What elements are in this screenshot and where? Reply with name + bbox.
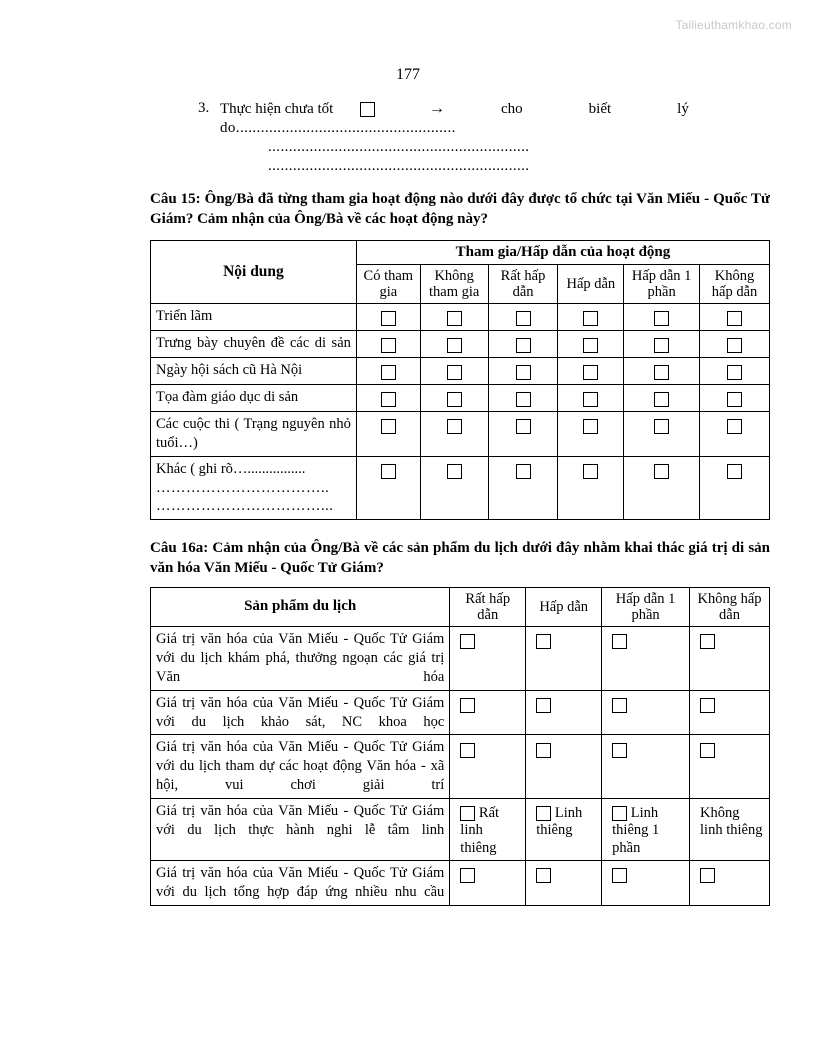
row-label-5-dots-1: ……………………………..	[156, 479, 330, 496]
header-col-2: Rất hấp dẫn	[488, 264, 558, 303]
row-label-5	[151, 456, 357, 520]
row-label-5-dots-2: ……………………………...	[156, 498, 334, 515]
word-biet: biết	[588, 100, 612, 117]
checkbox[interactable]	[460, 743, 475, 758]
table-row	[151, 735, 770, 799]
checkbox[interactable]	[516, 392, 531, 407]
table-row	[151, 690, 770, 735]
checkbox[interactable]	[381, 311, 396, 326]
cell-checkbox[interactable]	[420, 330, 488, 357]
cell-checkbox[interactable]	[558, 456, 624, 520]
checkbox[interactable]	[700, 868, 715, 883]
checkbox[interactable]	[654, 338, 669, 353]
cell-checkbox[interactable]	[488, 384, 558, 411]
checkbox[interactable]	[447, 338, 462, 353]
cell-checkbox[interactable]	[602, 627, 690, 691]
cell-checkbox[interactable]	[488, 357, 558, 384]
cell-checkbox[interactable]	[690, 735, 770, 799]
checkbox[interactable]	[381, 338, 396, 353]
cell-checkbox[interactable]	[356, 357, 420, 384]
checkbox[interactable]	[536, 634, 551, 649]
cell-checkbox[interactable]	[624, 303, 700, 330]
cell-checkbox[interactable]	[624, 456, 700, 520]
header2-col-2: Hấp dẫn 1 phần	[602, 587, 690, 626]
item-3-label: Thực hiện chưa tốt	[220, 100, 334, 117]
cell-checkbox[interactable]	[526, 627, 602, 691]
cell-checkbox[interactable]	[602, 861, 690, 906]
row-label-5-text: Khác ( ghi rõ…................	[156, 460, 306, 477]
checkbox[interactable]	[700, 743, 715, 758]
row2-label-2: Giá trị văn hóa của Văn Miếu - Quốc Tử Giám với du lịch tham dự các hoạt động Văn hóa - xã hội, vui chơi giải trí	[151, 735, 450, 799]
cell-checkbox[interactable]	[450, 798, 526, 860]
item-3-do-line: do.....................................................	[220, 120, 456, 136]
cell-checkbox[interactable]	[700, 303, 770, 330]
table-row	[151, 303, 770, 330]
cell-checkbox[interactable]	[356, 411, 420, 456]
table-question-16a	[150, 587, 770, 906]
cell-checkbox[interactable]	[420, 384, 488, 411]
checkbox-option-label: Linh thiêng 1 phần	[612, 804, 660, 856]
checkbox[interactable]	[654, 419, 669, 434]
cell-checkbox[interactable]	[356, 384, 420, 411]
row2-label-3: Giá trị văn hóa của Văn Miếu - Quốc Tử Giám với du lịch thực hành nghi lễ tâm linh	[151, 798, 450, 860]
cell-checkbox[interactable]	[526, 735, 602, 799]
cell-checkbox[interactable]	[558, 411, 624, 456]
header2-col-1: Hấp dẫn	[526, 587, 602, 626]
checkbox[interactable]	[460, 634, 475, 649]
row2-label-1: Giá trị văn hóa của Văn Miếu - Quốc Tử Giám với du lịch khảo sát, NC khoa học	[151, 690, 450, 735]
cell-checkbox[interactable]	[420, 303, 488, 330]
checkbox-thuc-hien-chua-tot[interactable]	[360, 102, 375, 117]
checkbox[interactable]	[381, 419, 396, 434]
table-row	[151, 357, 770, 384]
row-label-2: Ngày hội sách cũ Hà Nội	[151, 357, 357, 384]
cell-checkbox[interactable]	[526, 798, 602, 860]
checkbox[interactable]	[381, 365, 396, 380]
cell-checkbox[interactable]	[488, 411, 558, 456]
cell-checkbox[interactable]	[700, 411, 770, 456]
cell-checkbox[interactable]	[356, 456, 420, 520]
checkbox[interactable]	[381, 464, 396, 479]
checkbox[interactable]	[612, 743, 627, 758]
item-3-number: 3.	[198, 100, 210, 116]
checkbox[interactable]	[516, 464, 531, 479]
checkbox[interactable]	[654, 464, 669, 479]
checkbox[interactable]	[460, 806, 475, 821]
cell-checkbox[interactable]	[356, 330, 420, 357]
document-content	[150, 100, 770, 906]
question-15: Câu 15: Ông/Bà đã từng tham gia hoạt động nào dưới đây được tổ chức tại Văn Miếu - Quốc Tử Giám? Cảm nhận của Ông/Bà về các hoạt động này?	[150, 191, 770, 228]
cell-checkbox[interactable]	[602, 690, 690, 735]
row-label-0: Triển lãm	[151, 303, 357, 330]
checkbox[interactable]	[727, 365, 742, 380]
cell-checkbox[interactable]	[700, 357, 770, 384]
checkbox[interactable]	[447, 311, 462, 326]
cell-checkbox[interactable]	[700, 384, 770, 411]
cell-checkbox[interactable]	[690, 690, 770, 735]
header-col-5: Không hấp dẫn	[700, 264, 770, 303]
row-label-3: Tọa đàm giáo dục di sản	[151, 384, 357, 411]
header2-col-0: Rất hấp dẫn	[450, 587, 526, 626]
cell-checkbox[interactable]	[488, 303, 558, 330]
checkbox[interactable]	[654, 365, 669, 380]
cell-checkbox[interactable]	[420, 411, 488, 456]
cell-checkbox[interactable]	[526, 861, 602, 906]
checkbox[interactable]	[583, 365, 598, 380]
checkbox[interactable]	[460, 868, 475, 883]
header-col-1: Không tham gia	[420, 264, 488, 303]
cell-checkbox[interactable]	[690, 861, 770, 906]
checkbox[interactable]	[583, 392, 598, 407]
cell-checkbox[interactable]	[488, 330, 558, 357]
cell-checkbox[interactable]	[700, 456, 770, 520]
cell-checkbox[interactable]	[690, 798, 770, 860]
checkbox[interactable]	[516, 365, 531, 380]
checkbox[interactable]	[516, 338, 531, 353]
checkbox[interactable]	[612, 806, 627, 821]
cell-checkbox[interactable]	[690, 627, 770, 691]
header-col-3: Hấp dẫn	[558, 264, 624, 303]
row-label-1: Trưng bày chuyên đề các di sản	[151, 330, 357, 357]
cell-checkbox[interactable]	[450, 690, 526, 735]
cell-checkbox[interactable]	[602, 735, 690, 799]
cell-checkbox[interactable]	[624, 411, 700, 456]
checkbox[interactable]	[700, 698, 715, 713]
header-product: Sản phẩm du lịch	[151, 587, 450, 626]
watermark: Tailieuthamkhao.com	[675, 18, 792, 32]
checkbox-option-label: Linh thiêng	[536, 804, 583, 839]
checkbox[interactable]	[516, 311, 531, 326]
checkbox[interactable]	[612, 634, 627, 649]
table-row	[151, 456, 770, 520]
row-label-4: Các cuộc thi ( Trạng nguyên nhỏ tuổi…)	[151, 411, 357, 456]
header-noidung: Nội dung	[151, 240, 357, 303]
cell-checkbox[interactable]	[526, 690, 602, 735]
checkbox[interactable]	[727, 419, 742, 434]
cell-checkbox[interactable]	[488, 456, 558, 520]
question-16a: Câu 16a: Cảm nhận của Ông/Bà về các sản phẩm du lịch dưới đây nhằm khai thác giá trị di sản văn hóa Văn Miếu - Quốc Tử Giám?	[150, 540, 770, 577]
header-col-0: Có tham gia	[356, 264, 420, 303]
cell-checkbox[interactable]	[558, 384, 624, 411]
checkbox[interactable]	[536, 806, 551, 821]
table2-header-row	[151, 587, 770, 626]
checkbox[interactable]	[727, 311, 742, 326]
row2-label-0: Giá trị văn hóa của Văn Miếu - Quốc Tử Giám với du lịch khám phá, thưởng ngoạn các giá trị Văn hóa	[151, 627, 450, 691]
checkbox[interactable]	[536, 868, 551, 883]
header-col-4: Hấp dẫn 1 phần	[624, 264, 700, 303]
item-3-dots-line-2: ...............................................................	[268, 139, 530, 155]
checkbox[interactable]	[654, 392, 669, 407]
checkbox[interactable]	[447, 464, 462, 479]
checkbox[interactable]	[536, 743, 551, 758]
checkbox[interactable]	[447, 365, 462, 380]
row2-label-4: Giá trị văn hóa của Văn Miếu - Quốc Tử Giám với du lịch tổng hợp đáp ứng nhiều nhu cầu	[151, 861, 450, 906]
cell-checkbox[interactable]	[558, 357, 624, 384]
item-3-dots-line-3: ...............................................................	[268, 158, 530, 174]
cell-checkbox[interactable]	[420, 456, 488, 520]
cell-checkbox[interactable]	[450, 627, 526, 691]
checkbox[interactable]	[381, 392, 396, 407]
checkbox[interactable]	[612, 868, 627, 883]
cell-checkbox[interactable]	[624, 330, 700, 357]
table-row	[151, 330, 770, 357]
cell-checkbox[interactable]	[624, 357, 700, 384]
checkbox-option-label: Không linh thiêng	[700, 804, 763, 839]
table-row	[151, 627, 770, 691]
page-number: 177	[396, 66, 420, 83]
checkbox-option-label: Rất linh thiêng	[460, 804, 500, 856]
checkbox[interactable]	[447, 392, 462, 407]
header2-col-3: Không hấp dẫn	[690, 587, 770, 626]
item-3	[198, 100, 770, 175]
table-row	[151, 384, 770, 411]
checkbox[interactable]	[727, 464, 742, 479]
table-row	[151, 861, 770, 906]
checkbox[interactable]	[460, 698, 475, 713]
table-row	[151, 411, 770, 456]
table-header-row-1	[151, 240, 770, 264]
cell-checkbox[interactable]	[558, 330, 624, 357]
checkbox[interactable]	[727, 338, 742, 353]
cell-checkbox[interactable]	[420, 357, 488, 384]
checkbox[interactable]	[516, 419, 531, 434]
arrow-icon: →	[429, 100, 445, 117]
table-question-15	[150, 240, 770, 521]
cell-checkbox[interactable]	[602, 798, 690, 860]
checkbox[interactable]	[654, 311, 669, 326]
checkbox[interactable]	[612, 698, 627, 713]
checkbox[interactable]	[583, 464, 598, 479]
cell-checkbox[interactable]	[356, 303, 420, 330]
header-group: Tham gia/Hấp dẫn của hoạt động	[356, 240, 769, 264]
cell-checkbox[interactable]	[450, 735, 526, 799]
cell-checkbox[interactable]	[624, 384, 700, 411]
checkbox[interactable]	[583, 338, 598, 353]
checkbox[interactable]	[700, 634, 715, 649]
cell-checkbox[interactable]	[450, 861, 526, 906]
checkbox[interactable]	[727, 392, 742, 407]
table-row	[151, 798, 770, 860]
checkbox[interactable]	[583, 419, 598, 434]
cell-checkbox[interactable]	[558, 303, 624, 330]
checkbox[interactable]	[583, 311, 598, 326]
word-cho: cho	[501, 100, 523, 117]
cell-checkbox[interactable]	[700, 330, 770, 357]
word-ly: lý	[677, 100, 689, 117]
checkbox[interactable]	[536, 698, 551, 713]
checkbox[interactable]	[447, 419, 462, 434]
